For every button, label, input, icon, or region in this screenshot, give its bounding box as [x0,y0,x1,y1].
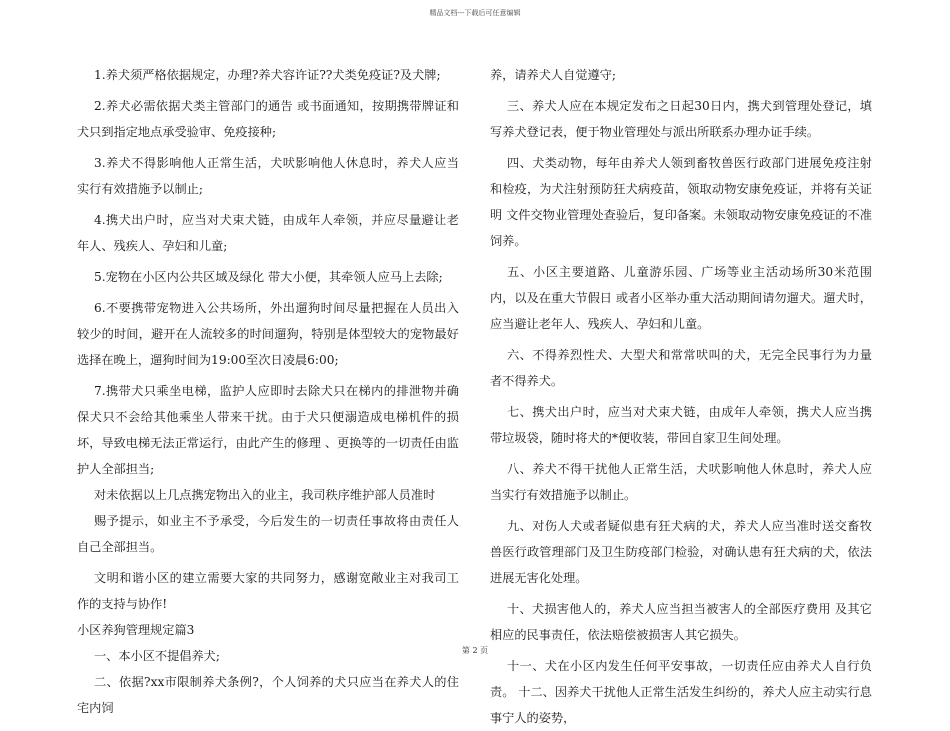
paragraph: 1.养犬须严格依据规定，办理?养犬容许证??犬类免疫证?及犬牌; [94,68,441,82]
paragraph: 七、携犬出户时，应当对犬束犬链，由成年人牵领，携犬人应当携带垃圾袋，随时将犬的*便收装，带回自家卫生间处理。 [490,405,872,445]
paragraph: 八、养犬不得干扰他人正常生活，犬吠影响他人休息时，养犬人应当实行有效措施予以制止。 [490,462,872,502]
paragraph: 对未依据以上几点携宠物出入的业主，我司秩序维护部人员准时 [94,488,436,502]
paragraph: 赐予提示，如业主不予承受，今后发生的一切责任事故将由责任人自己全部担当。 [77,514,459,554]
paragraph: 小区养狗管理规定篇3 [77,623,195,637]
paragraph: 2.养犬必需依据犬类主管部门的通告 或书面通知，按期携带牌证和犬只到指定地点承受验审、免疫接种; [77,99,459,139]
left-column [77,62,459,721]
page-number: 第 2 页 [461,646,489,655]
paragraph: 文明和谐小区的建立需要大家的共同努力，感谢宽敞业主对我司工作的支持与协作! [77,571,459,611]
paragraph: 四、犬类动物，每年由养犬人领到畜牧兽医行政部门进展免疫注射和检疫，为犬注射预防狂犬病疫苗，领取动物安康免疫证，并将有关证明 文件交物业管理处查验后，复印备案。未领取动物安康免疫证的不准饲养。 [490,156,872,248]
paragraph: 养，请养犬人自觉遵守; [490,68,616,82]
paragraph: 4.携犬出户时，应当对犬束犬链，由成年人牵领，并应尽量避让老年人、残疾人、孕妇和儿童; [77,213,459,253]
page-header: 精品文档---下载后可任意编辑 [429,9,521,17]
paragraph: 十、犬损害他人的，养犬人应当担当被害人的全部医疗费用 及其它相应的民事责任，依法赔偿被损害人其它损失。 [490,602,872,642]
paragraph: 二、依据?xx市限制养犬条例?，个人饲养的犬只应当在养犬人的住宅内饲 [77,675,459,715]
paragraph: 5.宠物在小区内公共区域及绿化 带大小便，其牵领人应马上去除; [94,270,443,284]
paragraph: 三、养犬人应在本规定发布之日起30日内，携犬到管理处登记，填写养犬登记表，便于物业管理处与派出所联系办理办证手续。 [490,99,872,139]
paragraph: 6.不要携带宠物进入公共场所，外出遛狗时间尽量把握在人员出入较少的时间，避开在人流较多的时间遛狗，特别是体型较大的宠物最好选择在晚上，遛狗时间为19:00至次日凌晨6:00; [77,301,459,367]
paragraph: 一、本小区不提倡养犬; [94,649,220,663]
paragraph: 7.携带犬只乘坐电梯，监护人应即时去除犬只在梯内的排泄物并确保犬只不会给其他乘坐人带来干扰。由于犬只便溺造成电梯机件的损坏，导致电梯无法正常运行，由此产生的修理 、更换等的一切责任由监护人全部担当; [77,384,459,476]
right-column [490,62,872,731]
paragraph: 十一、犬在小区内发生任何平安事故，一切责任应由养犬人自行负责。 十二、因养犬干扰他人正常生活发生纠纷的，养犬人应主动实行息事宁人的姿势， [490,659,872,725]
paragraph: 五、小区主要道路、儿童游乐园、广场等业主活动场所30米范围内，以及在重大节假日 或者小区举办重大活动期间请勿遛犬。遛犬时，应当避让老年人、残疾人、孕妇和儿童。 [490,265,872,331]
paragraph: 六、不得养烈性犬、大型犬和常常吠叫的犬，无完全民事行为力量者不得养犬。 [490,348,872,388]
paragraph: 3.养犬不得影响他人正常生活，犬吠影响他人休息时，养犬人应当实行有效措施予以制止; [77,156,459,196]
paragraph: 九、对伤人犬或者疑似患有狂犬病的犬，养犬人应当准时送交畜牧兽医行政管理部门及卫生防疫部门检验，对确认患有狂犬病的犬，依法进展无害化处理。 [490,519,872,585]
